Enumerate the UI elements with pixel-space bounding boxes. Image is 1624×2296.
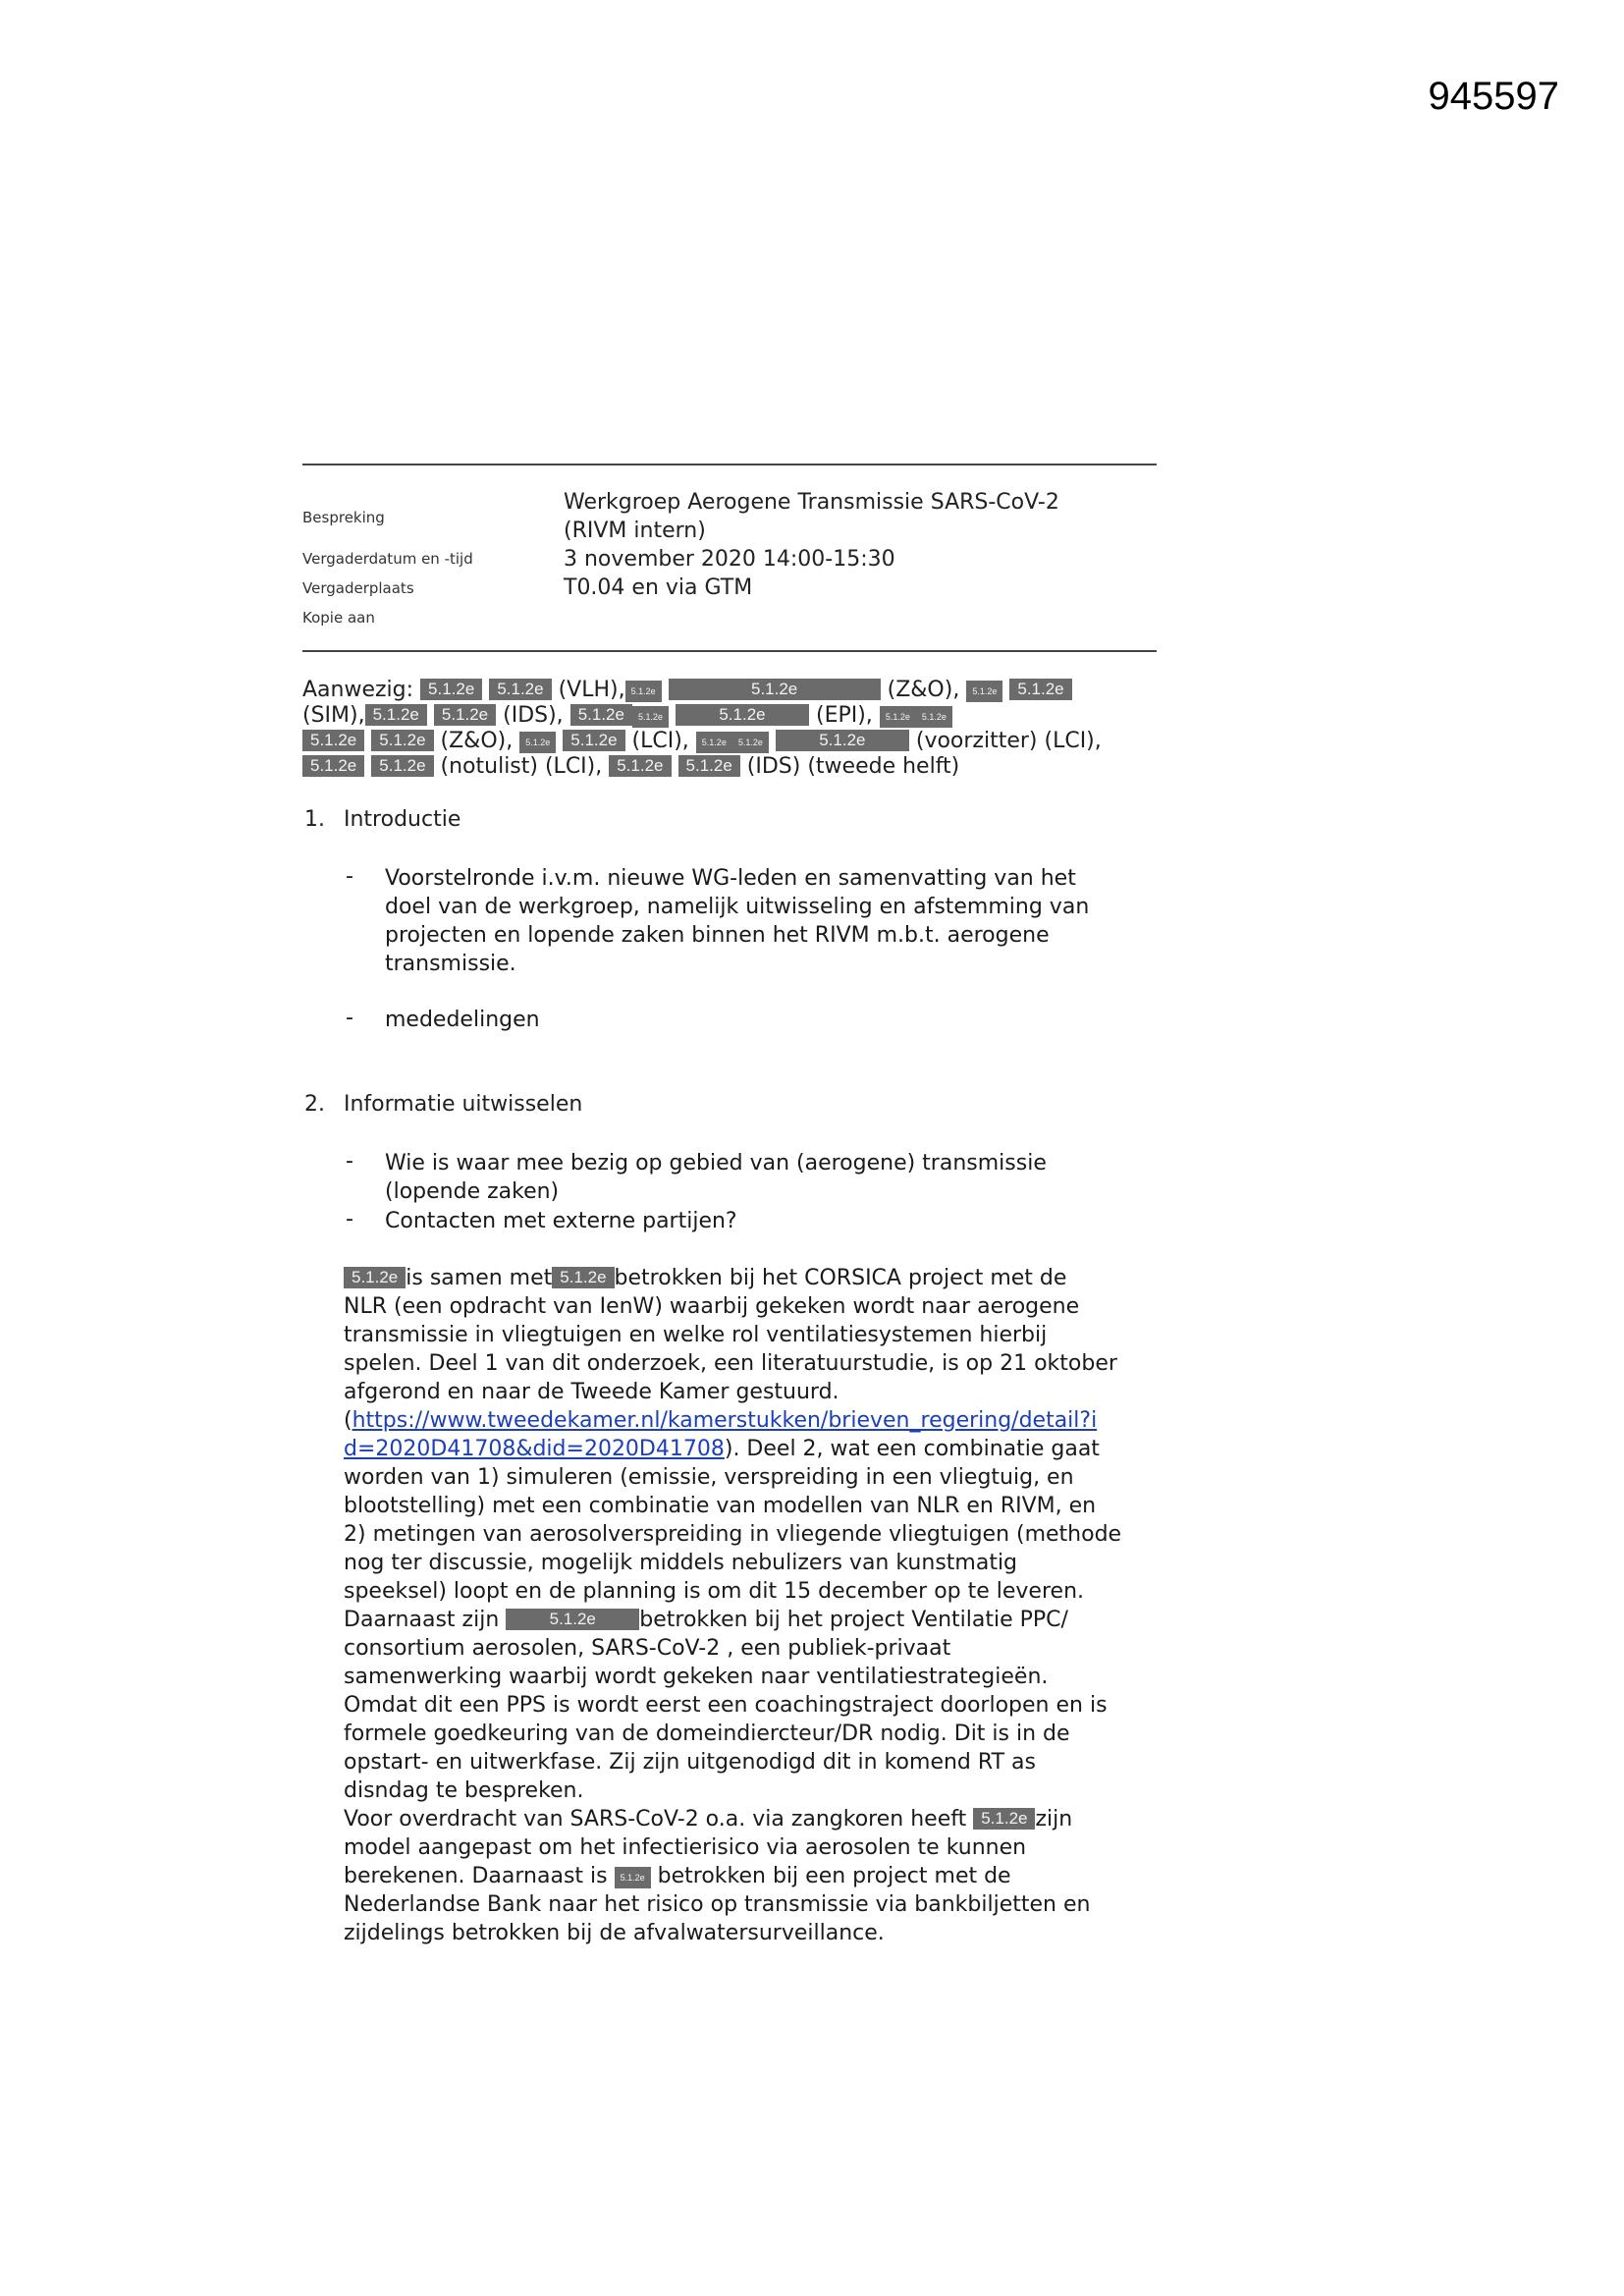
role-sim: (SIM), [302,703,365,728]
text-run: ( [344,1408,352,1433]
bullet-line: (lopende zaken) [385,1179,560,1204]
role-voorzitter: (voorzitter) (LCI), [915,729,1102,753]
redaction-box: 5.1.2e [776,730,909,751]
redaction-box: 5.1.2e [302,730,364,751]
paragraph-line: blootstelling) met een combinatie van modellen van NLR en RIVM, en [344,1494,1097,1518]
paragraph-line: speeksel) loopt en de planning is om dit 15 december op te leveren. [344,1579,1085,1604]
paragraph-line [344,1406,1121,1435]
bullet-dash: - [346,864,353,889]
attendance-line-4 [302,752,959,781]
meeting-title [564,488,1172,545]
paragraph-line: Nederlandse Bank naar het risico op transmissie via bankbiljetten en [344,1892,1091,1917]
tweedekamer-link-continued[interactable]: d=2020D41708&did=2020D41708 [344,1437,725,1461]
paragraph-line: zijdelings betrokken bij de afvalwatersurveillance. [344,1921,885,1945]
bullet-line: projecten en lopende zaken binnen het RIVM m.b.t. aerogene [385,923,1050,948]
meeting-location: T0.04 en via GTM [564,575,753,600]
role-ids-2: (IDS) (tweede helft) [746,754,960,779]
redaction-box: 5.1.2e [966,681,1002,702]
text-run: betrokken bij het CORSICA project met de [614,1266,1067,1290]
paragraph-line [344,1805,1121,1833]
redaction-box: 5.1.2e [880,706,916,728]
bullet-voorstelronde [385,864,1089,978]
meeting-title-line-2: (RIVM intern) [564,519,706,543]
meta-label-plaats: Vergaderplaats [302,579,414,597]
paragraph-line: model aangepast om het infectierisico via aerosolen te kunnen [344,1835,1027,1860]
paragraph-line [344,1862,1121,1890]
attendance-line-2 [302,701,952,730]
document-number: 945597 [1428,75,1559,118]
redaction-box: 5.1.2e [420,679,482,700]
redaction-box: 5.1.2e [371,755,433,777]
paragraph-line: disndag te bespreken. [344,1778,584,1803]
redaction-box: 5.1.2e [609,755,671,777]
paragraph-line: samenwerking waarbij wordt gekeken naar ventilatiestrategieën. [344,1665,1049,1689]
bullet-wie-is-waar [385,1149,1047,1206]
meta-label-datum: Vergaderdatum en -tijd [302,550,473,568]
redaction-box: 5.1.2e [732,732,769,753]
section-title: Introductie [344,807,461,832]
bullet-dash: - [346,1149,353,1174]
section-title: Informatie uitwisselen [344,1092,583,1117]
role-lci: (LCI), [631,729,689,753]
text-run: berekenen. Daarnaast is [344,1864,608,1888]
paragraph-line: afgerond en naar de Tweede Kamer gestuurd. [344,1380,839,1404]
section-heading-introductie [304,807,460,832]
meta-label-kopie: Kopie aan [302,609,375,627]
redaction-box: 5.1.2e [365,704,427,726]
bullet-line: doel van de werkgroep, namelijk uitwisseling en afstemming van [385,895,1090,919]
redaction-box: 5.1.2e [489,679,551,700]
bullet-dash: - [346,1207,353,1231]
redaction-box: 5.1.2e [678,755,740,777]
redaction-box: 5.1.2e [434,704,496,726]
text-run: is samen met [406,1266,553,1290]
paragraph-line [344,1606,1121,1634]
meeting-date: 3 november 2020 14:00-15:30 [564,547,895,572]
redaction-box: 5.1.2e [615,1867,651,1888]
text-run: Voor overdracht van SARS-CoV-2 o.a. via zangkoren heeft [344,1807,967,1831]
role-zo: (Z&O), [887,678,960,702]
bullet-line: transmissie. [385,952,516,976]
paragraph-line: opstart- en uitwerkfase. Zij zijn uitgenodigd dit in komend RT as [344,1750,1036,1775]
meeting-title-line-1: Werkgroep Aerogene Transmissie SARS-CoV-2 [564,490,1059,515]
redaction-box: 5.1.2e [570,704,632,726]
role-zo-2: (Z&O), [440,729,514,753]
section-number: 2. [304,1092,325,1117]
attendance-line-3 [302,727,1102,755]
paragraph-line: Omdat dit een PPS is wordt eerst een coachingstraject doorlopen en is [344,1693,1108,1718]
section-heading-informatie [304,1092,582,1117]
text-run: betrokken bij een project met de [657,1864,1011,1888]
redaction-box: 5.1.2e [552,1267,614,1288]
redaction-box: 5.1.2e [696,732,732,753]
redaction-box: 5.1.2e [563,730,624,751]
role-ids: (IDS), [503,703,564,728]
redaction-box: 5.1.2e [973,1808,1035,1830]
redaction-box: 5.1.2e [916,706,952,728]
paragraph-line: transmissie in vliegtuigen en welke rol ventilatiesystemen hierbij [344,1323,1048,1347]
meta-label-bespreking: Bespreking [302,509,385,526]
text-run: Daarnaast zijn [344,1608,500,1632]
redaction-box: 5.1.2e [676,704,809,726]
paragraph-line: consortium aerosolen, SARS-CoV-2 , een publiek-privaat [344,1636,951,1661]
role-epi: (EPI), [815,703,873,728]
text-run: betrokken bij het project Ventilatie PPC/ [639,1608,1068,1632]
role-notulist: (notulist) (LCI), [440,754,603,779]
redaction-box: 5.1.2e [625,681,662,702]
redaction-box: 5.1.2e [506,1609,639,1630]
bullet-dash: - [346,1006,353,1030]
attendance-line-1 [302,676,1072,704]
section-number: 1. [304,807,325,832]
tweedekamer-link[interactable]: https://www.tweedekamer.nl/kamerstukken/brieven_regering/detail?i [352,1408,1098,1433]
paragraph-line: worden van 1) simuleren (emissie, verspreiding in een vliegtuig, en [344,1465,1074,1490]
redaction-box: 5.1.2e [519,732,556,753]
redaction-box: 5.1.2e [669,679,881,700]
redaction-box: 5.1.2e [344,1267,406,1288]
header-bottom-rule [302,650,1157,652]
paragraph-line [344,1435,1121,1463]
text-run: zijn [1035,1807,1073,1831]
redaction-box: 5.1.2e [632,706,669,728]
paragraph-line: NLR (een opdracht van IenW) waarbij gekeken wordt naar aerogene [344,1294,1080,1319]
paragraph-line [344,1264,1121,1292]
header-top-rule [302,464,1157,465]
bullet-contacten: Contacten met externe partijen? [385,1209,737,1233]
paragraph-line: nog ter discussie, mogelijk middels nebulizers van kunstmatig [344,1551,1018,1575]
redaction-box: 5.1.2e [1009,679,1071,700]
bullet-line: Voorstelronde i.v.m. nieuwe WG-leden en samenvatting van het [385,866,1076,891]
redaction-box: 5.1.2e [302,755,364,777]
redaction-box: 5.1.2e [371,730,433,751]
text-run: ). Deel 2, wat een combinatie gaat [724,1437,1100,1461]
paragraph-body [344,1264,1121,1947]
paragraph-line: 2) metingen van aerosolverspreiding in vliegende vliegtuigen (methode [344,1522,1122,1547]
paragraph-line: spelen. Deel 1 van dit onderzoek, een literatuurstudie, is op 21 oktober [344,1351,1117,1376]
attendance-label: Aanwezig: [302,678,414,702]
paragraph-line: formele goedkeuring van de domeindiercteur/DR nodig. Dit is in de [344,1722,1070,1746]
bullet-mededelingen: mededelingen [385,1008,540,1032]
bullet-line: Wie is waar mee bezig op gebied van (aerogene) transmissie [385,1151,1047,1175]
role-vlh: (VLH), [558,678,625,702]
